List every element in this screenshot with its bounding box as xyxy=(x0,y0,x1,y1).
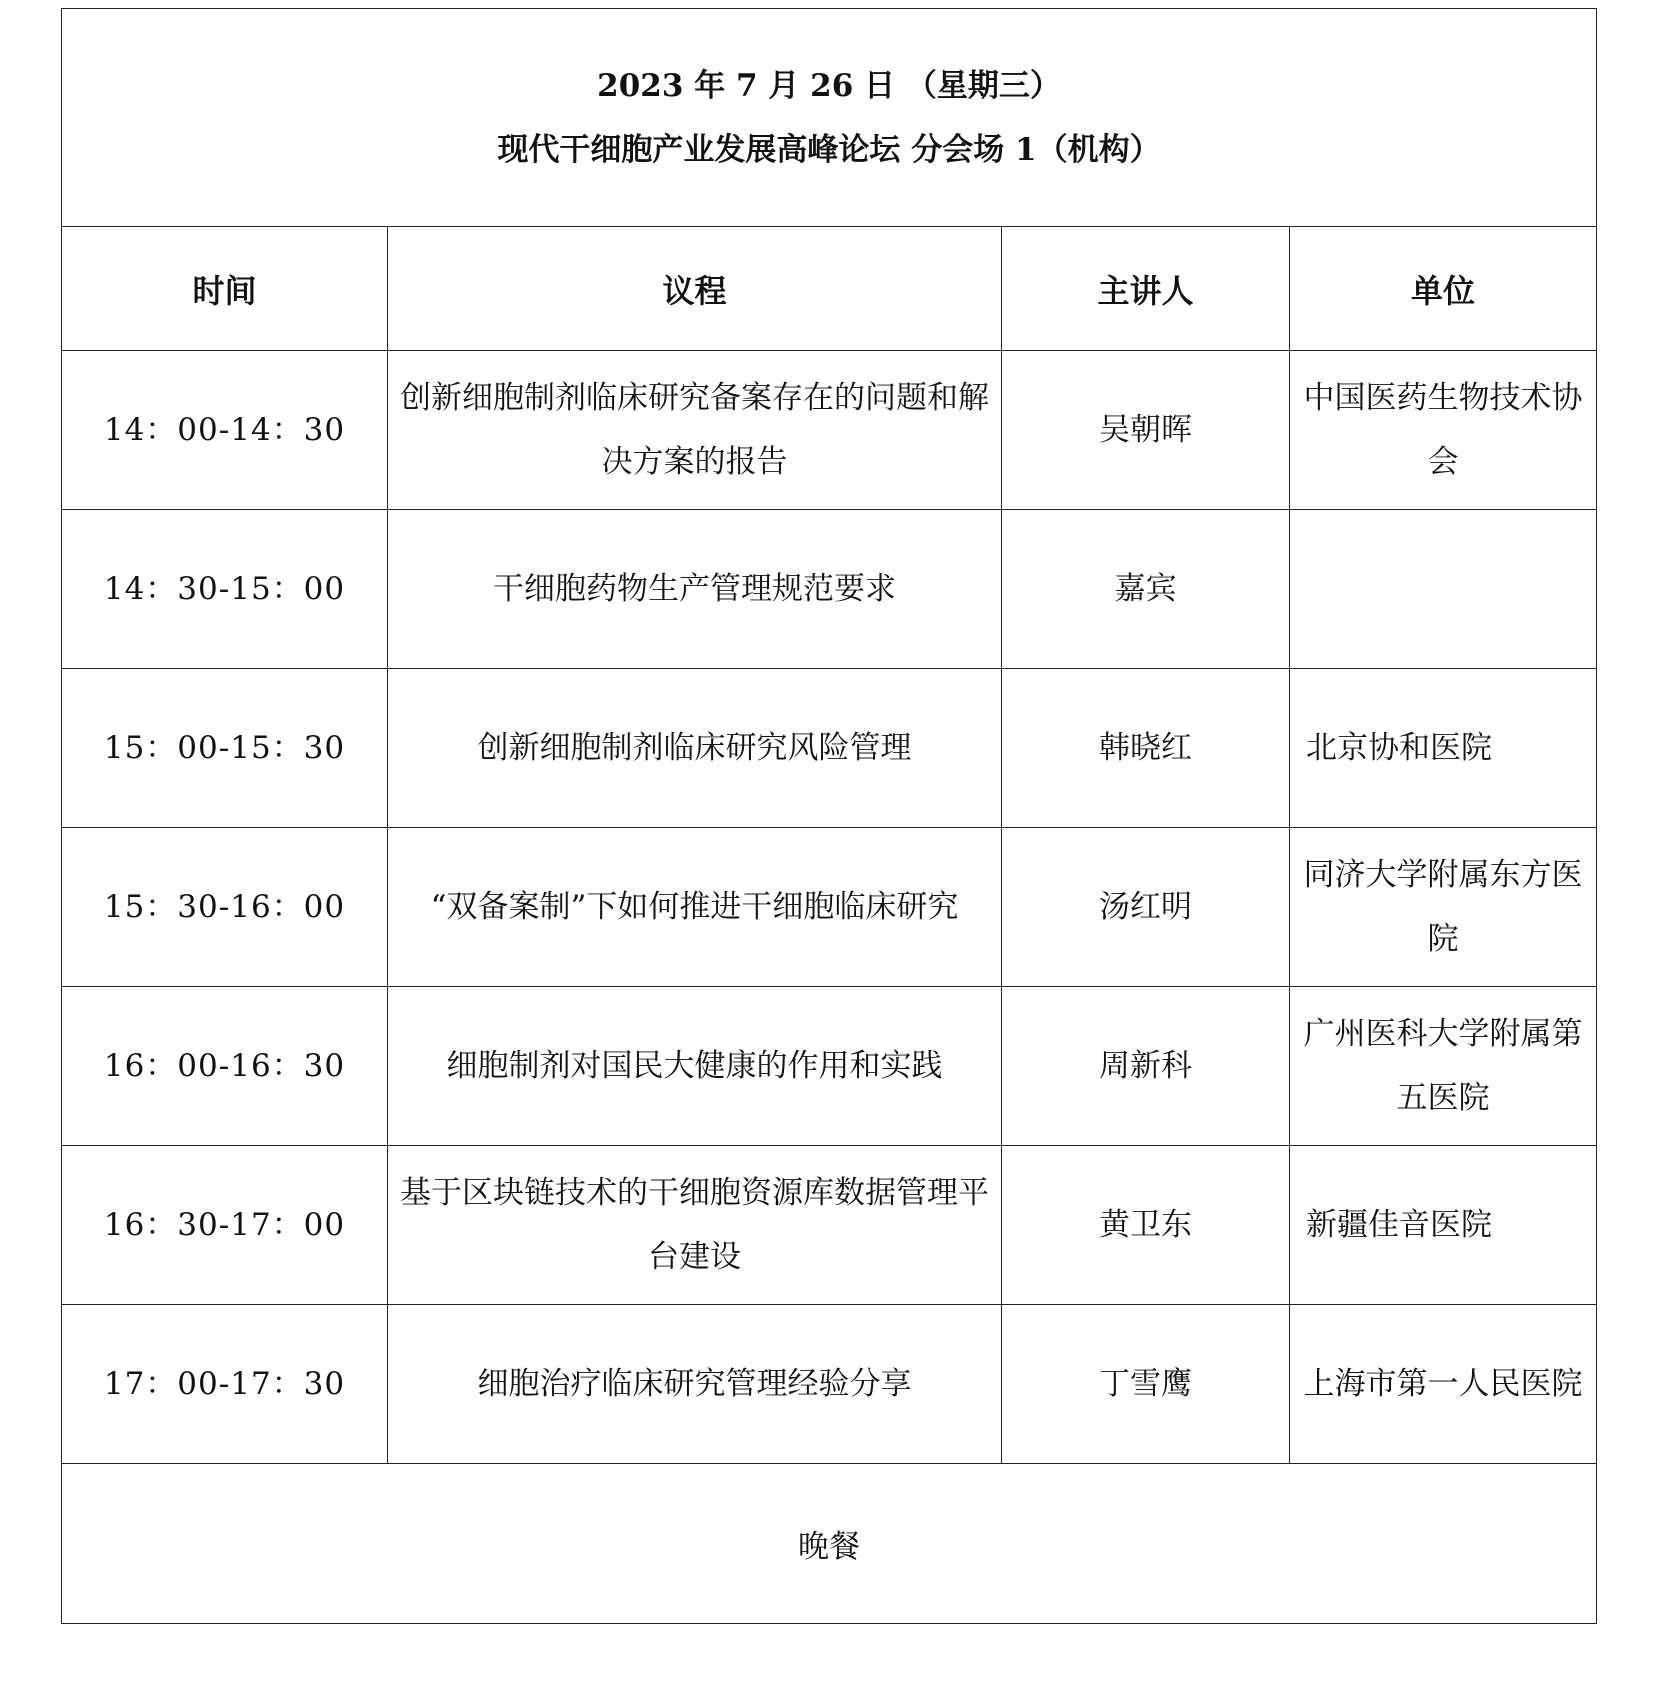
time-cell: 14：30-15：00 xyxy=(62,510,388,669)
topic-cell: “双备案制”下如何推进干细胞临床研究 xyxy=(388,828,1002,987)
topic-cell: 细胞制剂对国民大健康的作用和实践 xyxy=(388,987,1002,1146)
topic-cell: 创新细胞制剂临床研究风险管理 xyxy=(388,669,1002,828)
column-header-speaker: 主讲人 xyxy=(1002,227,1290,351)
column-header-time: 时间 xyxy=(62,227,388,351)
column-header-row xyxy=(62,227,1597,351)
table-row xyxy=(62,351,1597,510)
table-row xyxy=(62,828,1597,987)
time-cell: 16：30-17：00 xyxy=(62,1146,388,1305)
table-row xyxy=(62,1305,1597,1464)
unit-cell: 中国医药生物技术协会 xyxy=(1290,351,1597,510)
speaker-cell: 韩晓红 xyxy=(1002,669,1290,828)
table-row xyxy=(62,669,1597,828)
topic-cell: 基于区块链技术的干细胞资源库数据管理平台建设 xyxy=(388,1146,1002,1305)
time-cell: 16：00-16：30 xyxy=(62,987,388,1146)
column-header-unit: 单位 xyxy=(1290,227,1597,351)
table-row xyxy=(62,510,1597,669)
agenda-table xyxy=(61,8,1597,1624)
table-row xyxy=(62,1146,1597,1305)
topic-cell: 干细胞药物生产管理规范要求 xyxy=(388,510,1002,669)
unit-cell xyxy=(1290,510,1597,669)
dinner-row xyxy=(62,1464,1597,1624)
table-row xyxy=(62,987,1597,1146)
speaker-cell: 丁雪鹰 xyxy=(1002,1305,1290,1464)
speaker-cell: 黄卫东 xyxy=(1002,1146,1290,1305)
dinner-cell: 晚餐 xyxy=(62,1464,1597,1624)
speaker-cell: 周新科 xyxy=(1002,987,1290,1146)
unit-cell: 上海市第一人民医院 xyxy=(1290,1305,1597,1464)
speaker-cell: 汤红明 xyxy=(1002,828,1290,987)
unit-cell: 广州医科大学附属第五医院 xyxy=(1290,987,1597,1146)
topic-cell: 创新细胞制剂临床研究备案存在的问题和解决方案的报告 xyxy=(388,351,1002,510)
unit-cell: 新疆佳音医院 xyxy=(1290,1146,1597,1305)
date-line: 2023 年 7 月 26 日 （星期三） xyxy=(597,67,1061,104)
title-cell xyxy=(62,9,1597,227)
time-cell: 17：00-17：30 xyxy=(62,1305,388,1464)
title-row xyxy=(62,9,1597,227)
speaker-cell: 嘉宾 xyxy=(1002,510,1290,669)
forum-title: 现代干细胞产业发展高峰论坛 分会场 1（机构） xyxy=(497,131,1161,168)
time-cell: 15：30-16：00 xyxy=(62,828,388,987)
speaker-cell: 吴朝晖 xyxy=(1002,351,1290,510)
column-header-agenda: 议程 xyxy=(388,227,1002,351)
time-cell: 14：00-14：30 xyxy=(62,351,388,510)
unit-cell: 同济大学附属东方医院 xyxy=(1290,828,1597,987)
time-cell: 15：00-15：30 xyxy=(62,669,388,828)
topic-cell: 细胞治疗临床研究管理经验分享 xyxy=(388,1305,1002,1464)
unit-cell: 北京协和医院 xyxy=(1290,669,1597,828)
